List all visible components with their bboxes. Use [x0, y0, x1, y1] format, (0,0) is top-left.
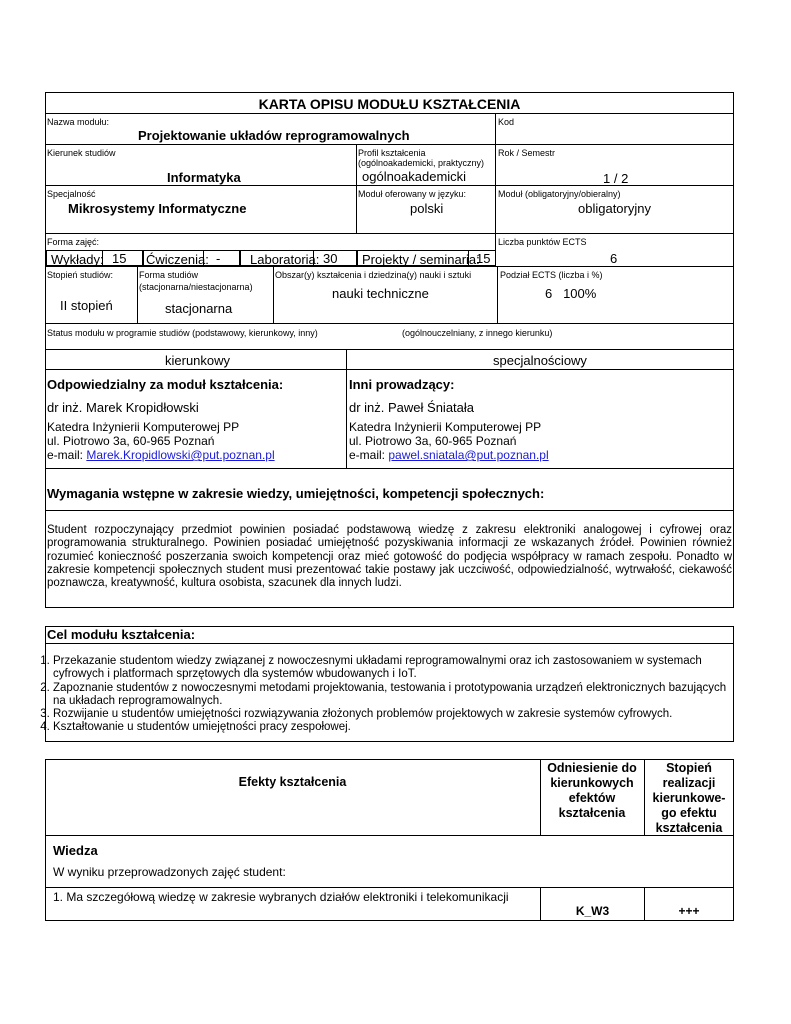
responsible-email-line — [47, 448, 275, 462]
ects-value: 6 — [610, 251, 618, 266]
responsible-dept: Katedra Inżynierii Komputerowej PP — [47, 420, 240, 434]
direction-label: Kierunek studiów — [47, 148, 116, 158]
goal-item: 4. Kształtowanie u studentów umiejętności pracy zespołowej. — [53, 721, 730, 734]
study-form-label: Forma studiów — [139, 270, 199, 280]
responsible-email-link[interactable]: Marek.Kropidlowski@put.poznan.pl — [86, 448, 275, 462]
module-type-value: obligatoryjny — [578, 201, 651, 216]
projects-value: 15 — [476, 251, 491, 266]
ects-label: Liczba punktów ECTS — [498, 237, 587, 247]
status-value-2: specjalnościowy — [493, 353, 587, 368]
specialty-label: Specjalność — [47, 189, 96, 199]
study-form-label-2: (stacjonarna/niestacjonarna) — [139, 282, 253, 292]
profile-label: Profil kształcenia — [358, 148, 426, 158]
outcome-row-level: +++ — [678, 904, 700, 918]
language-value: polski — [410, 201, 444, 216]
others-heading: Inni prowadzący: — [349, 377, 455, 392]
lectures-label: Wykłady: — [51, 252, 104, 267]
outcome-row-reference: K_W3 — [575, 904, 610, 918]
area-label: Obszar(y) kształcenia i dziedzina(y) nauki i sztuki — [275, 270, 472, 280]
direction-value: Informatyka — [167, 170, 241, 185]
profile-label-2: (ogólnoakademicki, praktyczny) — [358, 158, 485, 168]
outcomes-col-effects: Efekty kształcenia — [238, 775, 347, 789]
forms-label: Forma zajęć: — [47, 237, 100, 247]
language-label: Moduł oferowany w języku: — [358, 189, 467, 199]
code-label: Kod — [498, 117, 515, 127]
knowledge-section-title: Wiedza — [53, 843, 98, 858]
others-dept: Katedra Inżynierii Komputerowej PP — [349, 420, 542, 434]
goals-heading: Cel modułu kształcenia: — [47, 627, 196, 642]
responsible-heading: Odpowiedzialny za moduł kształcenia: — [47, 377, 284, 392]
requirements-heading: Wymagania wstępne w zakresie wiedzy, umiejętności, kompetencji społecznych: — [47, 486, 545, 501]
outcome-row-text: 1. Ma szczegółową wiedzę w zakresie wybranych działów elektroniki i telekomunikacji — [53, 890, 509, 904]
goals-list — [35, 655, 730, 735]
labs-value: 30 — [323, 251, 338, 266]
responsible-name: dr inż. Marek Kropidłowski — [47, 400, 199, 415]
responsible-email-label: e-mail: — [47, 448, 87, 462]
exercises-value: - — [216, 251, 221, 266]
area-value: nauki techniczne — [332, 286, 429, 301]
year-label: Rok / Semestr — [498, 148, 556, 158]
year-value: 1 / 2 — [603, 171, 629, 186]
level-label: Stopień studiów: — [47, 270, 114, 280]
others-name: dr inż. Paweł Śniatała — [349, 400, 475, 415]
goal-item: 2. Zapoznanie studentów z nowoczesnymi metodami projektowania, testowania i prototypowania urządzeń elektronicznych bazujących na układach reprogramowalnych. — [53, 682, 730, 709]
knowledge-intro: W wyniku przeprowadzonych zajęć student: — [53, 865, 286, 879]
others-email-link[interactable]: pawel.sniatala@put.poznan.pl — [388, 448, 549, 462]
module-name-label: Nazwa modułu: — [47, 117, 110, 127]
profile-value: ogólnoakademicki — [362, 169, 467, 184]
outcomes-col-reference: Odniesienie do kierunkowych efektów kształcenia — [547, 761, 637, 820]
responsible-address: ul. Piotrowo 3a, 60-965 Poznań — [47, 434, 215, 448]
exercises-label: Ćwiczenia: — [146, 252, 209, 267]
projects-label: Projekty / seminaria: — [362, 252, 480, 267]
others-address: ul. Piotrowo 3a, 60-965 Poznań — [349, 434, 517, 448]
ects-split-value: 6 100% — [545, 286, 597, 301]
level-value: II stopień — [60, 298, 113, 313]
study-form-value: stacjonarna — [165, 301, 233, 316]
labs-label: Laboratoria: — [250, 252, 320, 267]
specialty-value: Mikrosystemy Informatyczne — [68, 201, 247, 216]
others-email-line — [349, 448, 549, 462]
module-name-value: Projektowanie układów reprogramowalnych — [138, 128, 410, 143]
status-label-2: (ogólnouczelniany, z innego kierunku) — [402, 328, 553, 338]
card-title: KARTA OPISU MODUŁU KSZTAŁCENIA — [258, 96, 521, 112]
outcomes-col-level: Stopień realizacji kierunkowe-go efektu kształcenia — [652, 761, 726, 835]
others-email-label: e-mail: — [349, 448, 389, 462]
goal-item: 3. Rozwijanie u studentów umiejętności rozwiązywania złożonych problemów projektowych w zakresie systemów cyfrowych. — [53, 708, 730, 721]
status-label: Status modułu w programie studiów (podstawowy, kierunkowy, inny) — [47, 328, 318, 338]
status-value-1: kierunkowy — [165, 353, 231, 368]
ects-split-label: Podział ECTS (liczba i %) — [500, 270, 603, 280]
module-type-label: Moduł (obligatoryjny/obieralny) — [498, 189, 621, 199]
goal-item: 1. Przekazanie studentom wiedzy związanej z nowoczesnymi układami reprogramowalnymi oraz ich zastosowaniem w systemach cyfrowych i platformach sprzętowych dla systemów wbudowanych i IoT. — [53, 655, 730, 682]
lectures-value: 15 — [112, 251, 127, 266]
requirements-text: Student rozpoczynający przedmiot powinien posiadać podstawową wiedzę z zakresu elektroniki analogowej i cyfrowej oraz programowania strukturalnego. Powinien posiadać umiejętność pozyskiwania informacji ze wskazanych źródeł. Powinien również rozumieć konieczność poszerzania swoich kompetencji oraz mieć gotowość do podjęcia współpracy w ramach zespołu. Ponadto w zakresie kompetencji społecznych student musi prezentować takie postawy jak uczciwość, odpowiedzialność, wytrwałość, ciekawość poznawcza, kreatywność, kultura osobista, szacunek dla innych ludzi. — [47, 524, 732, 590]
